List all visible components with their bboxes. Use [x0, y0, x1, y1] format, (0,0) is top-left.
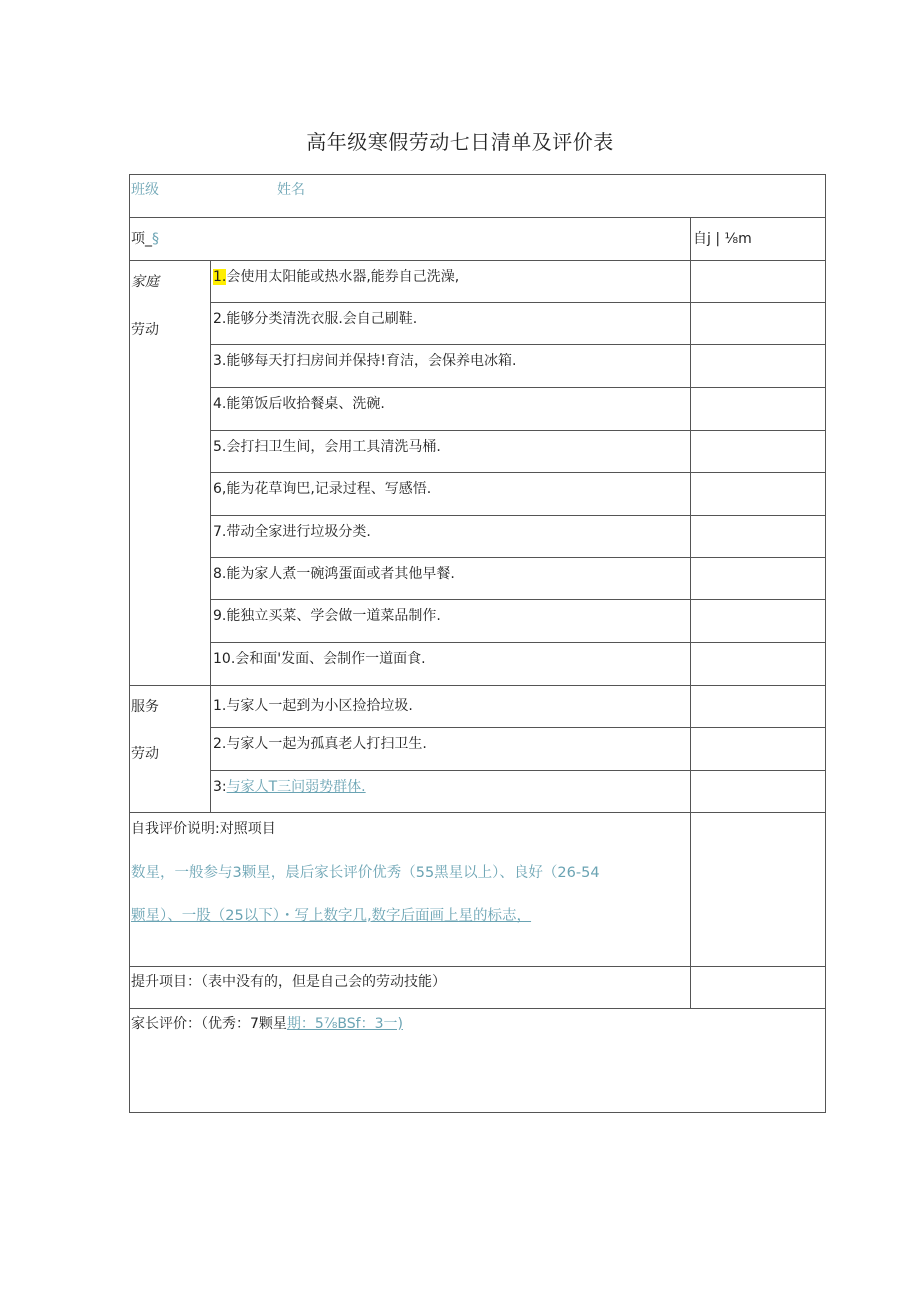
service-item-1: 1.与家人一起到为小区捡拾垃圾. — [213, 698, 413, 714]
family-item-5: 5.会打扫卫生间，会用工具清洗马桶. — [213, 439, 441, 455]
family-item-8: 8.能为家人煮一碗鸿蛋面或者其他早餐. — [213, 566, 455, 582]
family-item-6: 6,能为花草询巴,记录过程、写感悟. — [213, 481, 432, 497]
family-item-4: 4.能第饭后收拾餐桌、洗碗. — [213, 396, 385, 412]
item-column-header: 项_§ — [131, 231, 159, 247]
family-item-7: 7.带动全家进行垃圾分类. — [213, 524, 371, 540]
self-eval-description-line1: 自我评价说明:对照项目 — [131, 821, 276, 837]
family-category-line2: 劳动 — [131, 322, 159, 338]
family-item-10: 10.会和面'发面、会制作一道面食. — [213, 651, 426, 667]
page-title: 高年级寒假劳动七日清单及评价表 — [306, 130, 614, 154]
service-category-line1: 服务 — [131, 699, 159, 715]
family-item-9: 9.能独立买菜、学会做一道菜品制作. — [213, 608, 441, 624]
self-eval-description-line2: 数星，一般参与3颗星，晨后家长评价优秀（55黑星以上）、良好（26-54 — [131, 865, 600, 881]
service-category-line2: 劳动 — [131, 746, 159, 762]
self-eval-description-line3: 颗星）、一股（25以下）・写上数字几,数字后面画上星的标志， — [131, 908, 532, 924]
improve-items-label: 提升项目：（表中没有的，但是自己会的劳动技能） — [131, 974, 446, 990]
parent-eval-label: 家长评价：（优秀：7颗星期：5⅞BSf：3一) — [131, 1016, 403, 1032]
self-eval-column-header: 自j | ⅛m — [693, 231, 752, 247]
class-label: 班级 — [131, 182, 159, 198]
family-category-line1: 家庭 — [131, 274, 159, 290]
name-label: 姓名 — [277, 182, 305, 198]
family-item-2: 2.能够分类清洗衣服.会自己刷鞋. — [213, 311, 418, 327]
service-item-2: 2.与家人一起为孤真老人打扫卫生. — [213, 736, 427, 752]
family-item-1: 1.会使用太阳能或热水器,能券自己洗澡, — [213, 269, 460, 285]
family-item-3: 3.能够每天打扫房间并保持!育洁，会保养电冰箱. — [213, 353, 517, 369]
service-item-3: 3:与家人T三问弱势群体. — [213, 779, 366, 795]
